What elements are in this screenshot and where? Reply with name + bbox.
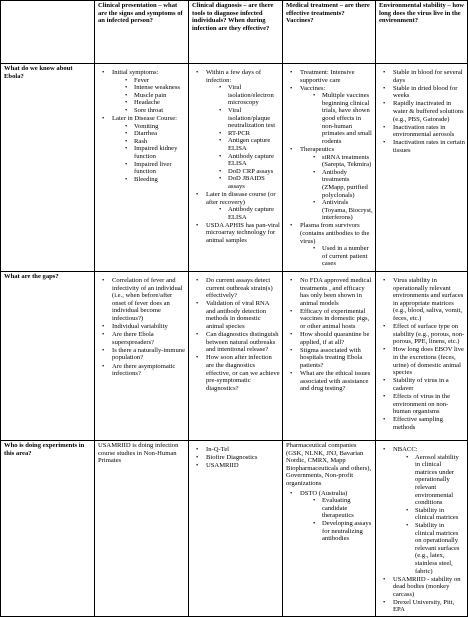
sub-list-item: • Intense weakness (112, 84, 186, 92)
list-item (98, 115, 186, 183)
list-item (286, 331, 373, 346)
list-item (379, 323, 465, 346)
list-item-text: Effective sampling methods (393, 416, 443, 431)
list-item (192, 300, 280, 330)
list-item-text: Stigma associated with hospitals treating Ebola patients? (300, 346, 363, 370)
list-item-text: Individual variability (112, 323, 168, 331)
sub-bullet-list (206, 84, 280, 190)
list-item (286, 69, 373, 84)
list-item (98, 347, 186, 362)
list-item-text: Vaccines: (300, 84, 326, 92)
list-item (98, 69, 186, 115)
list-item-text: USAMRIID - stability on dead bodies (monkey carcass) (393, 575, 461, 598)
list-item-text: How long does EBOV live in the excretions (feces, urine) of domestic animal species (393, 346, 464, 377)
list-item (379, 576, 465, 599)
list-item-text: NBACC: (393, 446, 418, 453)
list-item (192, 69, 280, 191)
sub-list-item: • Antivirals (Toyama, Biocryst, interferons) (300, 199, 373, 222)
list-item (192, 462, 280, 470)
cell-who-clinical-diagnosis (189, 441, 283, 617)
list-item-text: Biofire Diagnostics (206, 454, 258, 462)
row-label-what-we-know: What do we know about Ebola? (1, 64, 95, 272)
sub-list-item: • Antigen capture ELISA (206, 137, 280, 152)
sub-list-item: • Developing assays for neutralizing antibodies (300, 520, 373, 543)
list-item-text: How should quarantine be applied, if at all? (300, 331, 370, 346)
header-clinical-diagnosis: Clinical diagnosis – are there tools to diagnose infected individuals? When during infection are they effective? (189, 1, 283, 64)
list-item-text: Stable in blood for several days (393, 69, 463, 84)
list-item-text: Inactivation rates in environmental aerosols (393, 123, 455, 139)
sub-bullet-list (393, 454, 465, 576)
sub-bullet-list (300, 497, 373, 543)
bullet-list (286, 277, 373, 393)
header-clinical-presentation: Clinical presentation – what are the signs and symptoms of an infected person? (95, 1, 189, 64)
bullet-list (98, 69, 186, 183)
list-item-text: Are there Ebola superspreaders? (112, 331, 155, 346)
sub-list-item: • Stability in clinical matrices on operationally relevant surfaces (e.g., latex, stainless steel, fabric) (393, 522, 465, 575)
bullet-list (98, 277, 186, 378)
bullet-list (379, 277, 465, 431)
who-clinical-presentation-text: USAMRIID is doing infection course studies in Non-Human Primates (98, 442, 179, 465)
sub-list-item: • Used in a number of current patient cases (300, 245, 373, 268)
list-item-text: USDA APHIS has pan-viral microarray technology for animal samples (206, 221, 280, 245)
header-medical-treatment: Medical treatment – are there effective treatments? Vaccines? (283, 1, 376, 64)
list-item-text: No FDA approved medical treatments , and efficacy has only been shown in animal models (300, 277, 372, 307)
sub-bullet-list (300, 92, 373, 145)
list-item-text: Do current assays detect current outbreak strain(s) effectively? (206, 277, 273, 300)
list-item (286, 85, 373, 146)
list-item-text: Later in Disease Course: (112, 115, 178, 123)
list-item (98, 363, 186, 378)
list-item-text: Effect of surface type on stability (e.g., porous, non-porous, PPE, linens, etc.) (393, 323, 465, 346)
list-item-text: What are the ethical issues associated with assistance and drug testing? (300, 370, 371, 393)
header-blank-cell (1, 1, 95, 64)
table-row-what-we-know (1, 64, 468, 272)
list-item-text: Stable in dried blood for weeks (393, 84, 458, 100)
sub-list-item: • Impaired liver function (112, 161, 186, 176)
sub-list-item: • Evaluating candidate therapeutics (300, 497, 373, 520)
table-row-who (1, 441, 468, 617)
list-item (286, 370, 373, 393)
list-item (192, 446, 280, 454)
list-item-text: Treatment: Intensive supportive care (300, 69, 355, 84)
list-item-text: Drexel University, Pitt, EPA (393, 598, 455, 614)
cell-who-clinical-presentation (95, 441, 189, 617)
bullet-list (192, 69, 280, 245)
bullet-list (192, 277, 280, 392)
cell-who-medical-treatment (283, 441, 376, 617)
cell-known-environmental-stability (376, 64, 468, 272)
list-item (286, 308, 373, 331)
list-item-text: Effects of virus in the environment on non-human organisms (393, 392, 451, 416)
cell-known-clinical-diagnosis (189, 64, 283, 272)
header-environmental-stability: Environmental stability – how long does the virus live in the environment? (376, 1, 468, 64)
sub-list-item: • Stability in clinical matrices (393, 507, 465, 522)
list-item (98, 277, 186, 323)
bullet-list (192, 446, 280, 470)
list-item (192, 222, 280, 245)
list-item (286, 347, 373, 370)
list-item (379, 85, 465, 100)
sub-list-item: • Headache (112, 99, 186, 107)
list-item-text: Stability of virus in a cadaver (393, 377, 449, 392)
sub-list-item: • Impaired kidney function (112, 145, 186, 160)
list-item (286, 146, 373, 222)
list-item-text: Inactivation rates in certain tissues (393, 139, 465, 154)
list-item (379, 599, 465, 614)
row-label-who: Who is doing experiments in this area? (1, 441, 95, 617)
sub-bullet-list (112, 123, 186, 184)
sub-list-item: • Antibody capture ELISA (206, 206, 280, 221)
sub-bullet-list (300, 154, 373, 222)
list-item (379, 124, 465, 139)
sub-bullet-list (112, 77, 186, 115)
bullet-list (286, 490, 373, 543)
cell-gaps-medical-treatment (283, 272, 376, 441)
bullet-list (286, 69, 373, 268)
sub-list-item: • Muscle pain (112, 92, 186, 100)
table-row-gaps (1, 272, 468, 441)
sub-list-item: • Antibody capture ELISA (206, 153, 280, 168)
sub-list-item: • Viral isolation/electron microscopy (206, 84, 280, 107)
sub-list-item: • Viral isolation/plaque neutralization test (206, 107, 280, 130)
list-item-text: Initial symptoms: (112, 69, 159, 76)
header-row (1, 1, 468, 64)
list-item-text: How soon after infection are the diagnostics effective, or can we achieve pre-symptomatic diagnostics? (206, 354, 280, 392)
list-item-text: Plasma from survivors (contains antibodies to the virus) (300, 222, 370, 245)
list-item (192, 191, 280, 221)
cell-who-environmental-stability (376, 441, 468, 617)
list-item-text: Are there asymptomatic infections? (112, 362, 176, 378)
list-item (98, 323, 186, 331)
list-item-text: Virus stability in operationally relevant environments and surfaces in appropriate matrices (e.g., blood, saliva, vomit, feces, etc.) (393, 277, 464, 322)
list-item-text: Within a few days of infection: (206, 69, 262, 84)
list-item (379, 346, 465, 376)
cell-known-medical-treatment (283, 64, 376, 272)
list-item (379, 416, 465, 431)
list-item-text: In-Q-Tel (206, 446, 229, 453)
list-item (379, 100, 465, 123)
who-medical-treatment-list (286, 490, 373, 543)
cell-known-clinical-presentation (95, 64, 189, 272)
sub-list-item: • Sore throat (112, 107, 186, 115)
list-item-text: Efficacy of experimental vaccines in domestic pigs, or other animal hosts (300, 307, 370, 331)
list-item (192, 277, 280, 300)
list-item-text: Validation of viral RNA and antibody detection methods in domestic animal species (206, 300, 270, 331)
sub-list-item: • DoD JBAIDS assays (206, 175, 280, 190)
list-item (379, 377, 465, 392)
row-label-gaps: What are the gaps? (1, 272, 95, 441)
list-item (286, 490, 373, 543)
list-item-text: Correlation of fever and infectivity of an individual (i.e., when before/after onset of fever does an individual become infectious?) (112, 277, 183, 322)
list-item (286, 222, 373, 268)
list-item-text: Therapeutics (300, 145, 335, 153)
sub-list-item: • Bleeding (112, 176, 186, 184)
sub-list-item: • Antibody treatments (ZMapp, purified polyclonals) (300, 169, 373, 199)
list-item-text: Rapidly inactivated in water & buffered solutions (e.g., PBS, Gatorade) (393, 100, 464, 123)
list-item-text: Later in disease course (or after recovery) (206, 191, 276, 206)
sub-list-item: • Multiple vaccines beginning clinical trials, have shown good effects in non-human primates and small rodents (300, 92, 373, 145)
list-item (379, 277, 465, 323)
list-item-text: DSTO (Australia) (300, 489, 348, 497)
sub-list-item: • DoD CRP assays (206, 168, 280, 176)
cell-gaps-environmental-stability (376, 272, 468, 441)
list-item-text: USAMRIID (206, 462, 239, 470)
list-item (192, 331, 280, 354)
bullet-list (379, 69, 465, 155)
list-item (98, 331, 186, 346)
sub-list-item: • Vomiting (112, 123, 186, 131)
list-item (379, 69, 465, 84)
bullet-list (379, 446, 465, 614)
sub-list-item: • Rash (112, 138, 186, 146)
sub-list-item: • Aerosol stability in clinical matrices under operationally relevant environmental conditions (393, 454, 465, 507)
list-item (192, 454, 280, 462)
list-item (379, 446, 465, 575)
list-item (192, 354, 280, 392)
sub-bullet-list (300, 245, 373, 268)
list-item (379, 139, 465, 154)
sub-list-item: • Fever (112, 77, 186, 85)
sub-list-item: • siRNA treatments (Sarepta, Tekmira) (300, 154, 373, 169)
cell-gaps-clinical-diagnosis (189, 272, 283, 441)
list-item (379, 393, 465, 416)
list-item-text: Can diagnostics distinguish between natural outbreaks and intentional release? (206, 331, 279, 354)
who-medical-treatment-text: Pharmaceutical companies (GSK, NLNK, JNJ, Bavarian Nordic, CMRX, Mapp Biopharmaceuticals and others), Governments, Non-profit organizations (286, 442, 372, 487)
cell-gaps-clinical-presentation (95, 272, 189, 441)
sub-list-item: • RT-PCR (206, 130, 280, 138)
sub-list-item: • Diarrhea (112, 130, 186, 138)
list-item (286, 277, 373, 307)
sub-bullet-list (206, 206, 280, 221)
list-item-text: Is there a naturally-immune population? (112, 346, 186, 362)
